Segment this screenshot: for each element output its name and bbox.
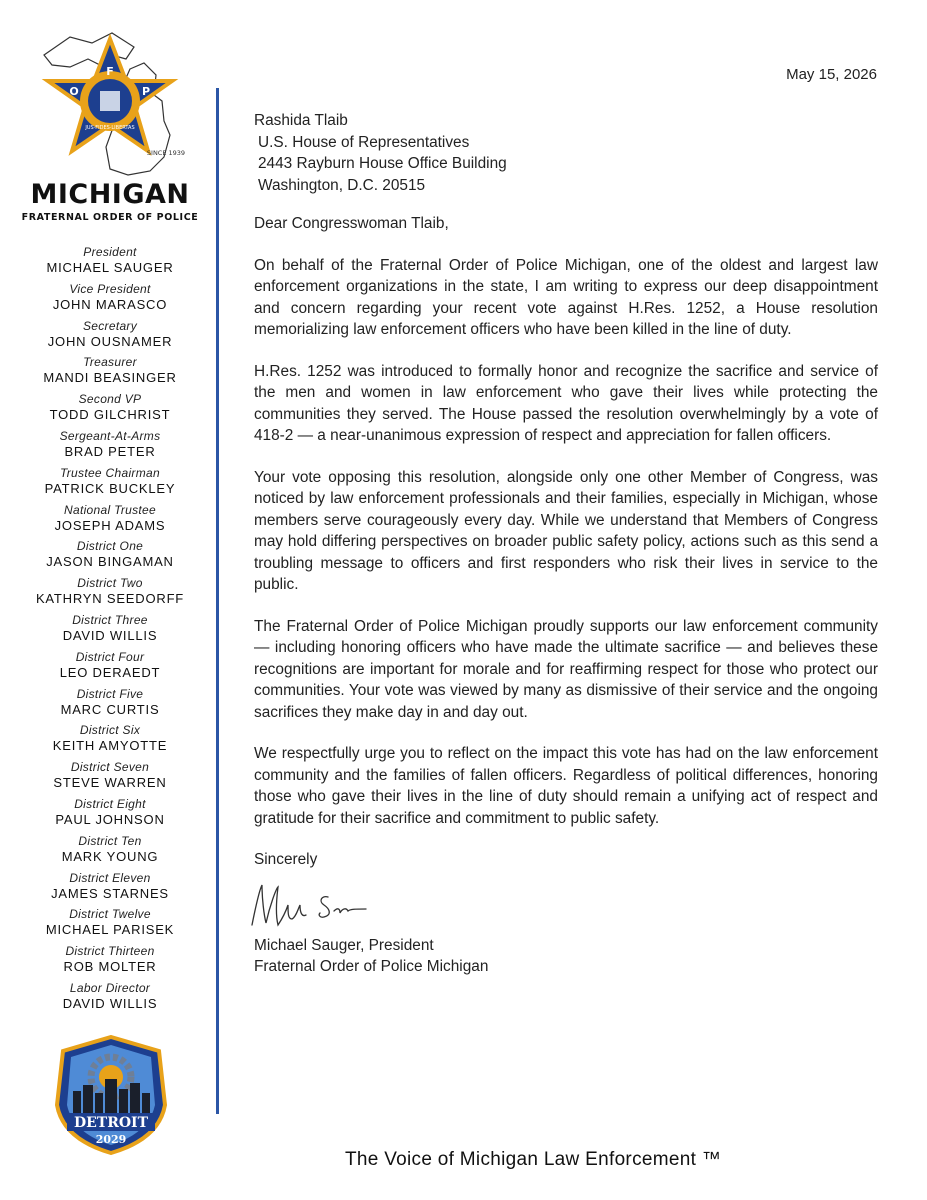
signer-org: Fraternal Order of Police Michigan bbox=[254, 958, 489, 975]
officer-entry bbox=[20, 429, 200, 466]
vertical-divider bbox=[216, 88, 219, 1114]
officer-entry bbox=[20, 392, 200, 429]
officer-entry bbox=[20, 319, 200, 356]
officer-title: District Twelve bbox=[69, 907, 151, 922]
officer-entry bbox=[20, 907, 200, 944]
officer-title: President bbox=[83, 245, 137, 259]
letterhead-sidebar bbox=[0, 0, 210, 1200]
officer-name: DAVID WILLIS bbox=[62, 627, 158, 643]
officer-name: JASON BINGAMAN bbox=[46, 554, 174, 570]
officer-name: MICHAEL SAUGER bbox=[46, 260, 174, 275]
officer-entry bbox=[20, 871, 200, 908]
officer-name: JOHN MARASCO bbox=[52, 296, 168, 312]
letter-date: May 15, 2026 bbox=[786, 66, 877, 83]
officer-title: Secretary bbox=[82, 318, 138, 333]
officer-entry bbox=[20, 613, 200, 650]
officer-title: District Two bbox=[77, 576, 143, 591]
officer-name: JOHN OUSNAMER bbox=[47, 333, 173, 349]
officer-name: ROB MOLTER bbox=[63, 959, 157, 975]
logo-motto: JUS·FIDES·LIBERTAS bbox=[85, 125, 135, 131]
officer-title: Sergeant-At-Arms bbox=[59, 428, 161, 443]
officer-entry bbox=[20, 834, 200, 871]
officer-title: National Trustee bbox=[64, 502, 156, 517]
officer-title: Labor Director bbox=[69, 980, 151, 995]
officer-title: District Six bbox=[79, 723, 141, 738]
officer-name: JAMES STARNES bbox=[51, 885, 169, 901]
closing: Sincerely bbox=[254, 851, 318, 868]
letter-body bbox=[254, 110, 878, 978]
logo-initial-p: P bbox=[141, 85, 151, 98]
officer-name: KATHRYN SEEDORFF bbox=[35, 591, 185, 607]
logo-initial-f: F bbox=[106, 65, 114, 78]
officer-title: Second VP bbox=[78, 392, 142, 407]
officer-name: DAVID WILLIS bbox=[62, 995, 158, 1011]
recipient-address bbox=[254, 110, 878, 196]
officer-entry bbox=[20, 282, 200, 319]
signer-name: Michael Sauger, President bbox=[254, 936, 434, 954]
paragraph: Your vote opposing this resolution, alongside only one other Member of Congress, was noticed by law enforcement professionals and their families, especially in Michigan, whose members serve courageously every day. While we understand that Members of Congress may hold differing perspectives on broader public safety policy, actions such as this send a troubling message to officers and first responders who risk their lives in service to the public. bbox=[254, 468, 878, 593]
officer-entry bbox=[20, 760, 200, 797]
officer-name: JOSEPH ADAMS bbox=[54, 517, 166, 533]
signer-block bbox=[254, 935, 878, 978]
org-subtitle: FRATERNAL ORDER OF POLICE bbox=[21, 212, 199, 223]
officer-entry bbox=[20, 687, 200, 724]
officer-title: District Seven bbox=[70, 760, 150, 775]
officer-entry bbox=[20, 355, 200, 392]
officer-name: PAUL JOHNSON bbox=[55, 811, 165, 827]
org-name: MICHIGAN bbox=[30, 179, 190, 210]
fop-michigan-logo bbox=[30, 25, 190, 185]
badge-city: DETROIT bbox=[73, 1115, 149, 1131]
officer-entry bbox=[20, 944, 200, 981]
detroit-2029-badge bbox=[55, 1035, 167, 1155]
officer-title: District Ten bbox=[78, 833, 142, 848]
officer-name: MICHAEL PARISEK bbox=[45, 922, 175, 938]
footer-tagline: The Voice of Michigan Law Enforcement ™ bbox=[345, 1149, 722, 1170]
officer-name: STEVE WARREN bbox=[53, 775, 167, 791]
officer-entry bbox=[20, 576, 200, 613]
officer-title: District Thirteen bbox=[65, 944, 155, 959]
officer-entry bbox=[20, 797, 200, 834]
paragraph: We respectfully urge you to reflect on the impact this vote has had on the law enforcement community and the families of fallen officers. Regardless of political differences, honoring those who gave their lives in the line of duty should remain a unifying act of respect and gratitude for their sacrifice and commitment to public safety. bbox=[254, 745, 878, 827]
officer-entry bbox=[20, 723, 200, 760]
recipient-line: Washington, D.C. 20515 bbox=[258, 176, 426, 194]
handwritten-signature bbox=[242, 875, 382, 935]
officer-entry bbox=[20, 539, 200, 576]
officer-entry bbox=[20, 245, 200, 282]
officer-name: MARC CURTIS bbox=[60, 701, 160, 717]
officer-title: Treasurer bbox=[83, 355, 137, 370]
logo-since: SINCE 1939 bbox=[146, 149, 186, 157]
org-brand bbox=[20, 180, 200, 223]
officer-title: District Four bbox=[75, 649, 145, 664]
officer-entry bbox=[20, 650, 200, 687]
officer-title: District Eight bbox=[74, 796, 146, 811]
officer-entry bbox=[20, 503, 200, 540]
officer-entry bbox=[20, 981, 200, 1018]
officer-name: PATRICK BUCKLEY bbox=[44, 480, 176, 496]
badge-year: 2029 bbox=[95, 1133, 127, 1146]
paragraph: The Fraternal Order of Police Michigan proudly supports our law enforcement community — including honoring officers who have made the ultimate sacrifice — and believes these recognitions are important for morale and for reaffirming respect for those who protect our communities. Your vote was viewed by many as dismissive of their service and the ongoing sacrifices they make day in and day out. bbox=[254, 617, 878, 721]
recipient-line: U.S. House of Representatives bbox=[258, 133, 470, 151]
officer-title: District Three bbox=[72, 612, 148, 627]
paragraph: On behalf of the Fraternal Order of Police Michigan, one of the oldest and largest law enforcement organizations in the state, I am writing to express our deep disappointment and concern regarding your recent vote against H.Res. 1252, a House resolution memorializing law enforcement officers who have been killed in the line of duty. bbox=[254, 256, 878, 338]
officer-title: Vice President bbox=[69, 281, 151, 296]
officer-entry bbox=[20, 466, 200, 503]
logo-initial-o: O bbox=[69, 85, 79, 98]
officer-title: District Five bbox=[76, 686, 144, 701]
paragraph: H.Res. 1252 was introduced to formally honor and recognize the sacrifice and service of the men and women in law enforcement who gave their lives while protecting the communities they served. The House passed the resolution overwhelmingly by a vote of 418-2 — a near-unanimous expression of respect and appreciation for fallen officers. bbox=[254, 362, 878, 444]
officer-title: District Eleven bbox=[69, 870, 151, 885]
officer-title: District One bbox=[76, 539, 144, 554]
officer-name: BRAD PETER bbox=[64, 443, 156, 459]
officer-title: Trustee Chairman bbox=[60, 465, 160, 480]
officer-name: LEO DERAEDT bbox=[59, 664, 161, 680]
recipient-line: 2443 Rayburn House Office Building bbox=[258, 155, 507, 172]
officer-name: MARK YOUNG bbox=[61, 848, 159, 864]
officer-name: KEITH AMYOTTE bbox=[52, 738, 168, 754]
officer-name: MANDI BEASINGER bbox=[43, 370, 177, 386]
officer-name: TODD GILCHRIST bbox=[49, 407, 171, 423]
officer-list bbox=[20, 245, 200, 1018]
salutation: Dear Congresswoman Tlaib, bbox=[254, 215, 449, 232]
recipient-line: Rashida Tlaib bbox=[254, 112, 348, 129]
